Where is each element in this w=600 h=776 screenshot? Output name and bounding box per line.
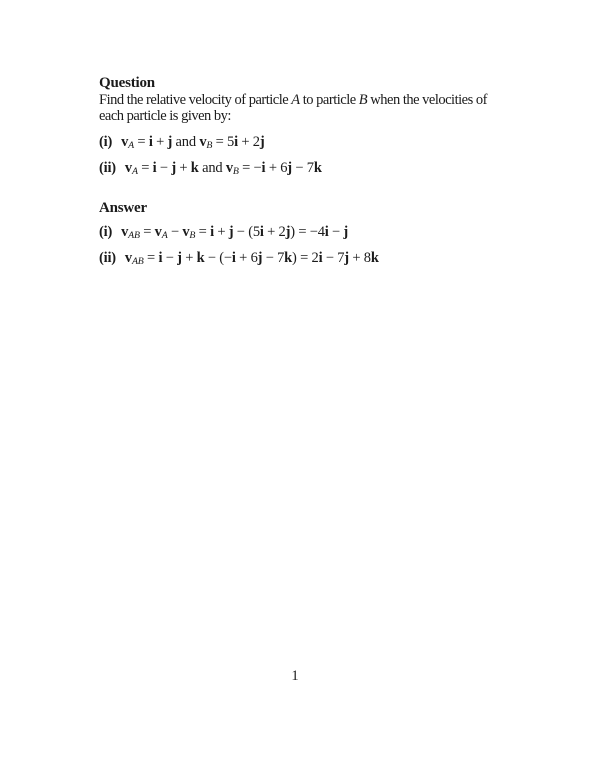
question-intro [99, 92, 503, 124]
answer-item-i [99, 223, 503, 242]
item-label: (i) [99, 224, 113, 240]
item-math: $v_{AB} = i - j + k - (-i + 6j - 7k) = 2i - 7j + 8k$ [124, 250, 379, 268]
item-math: $v_{AB} = v_A - v_B = i + j - (5i + 2j) = -4i - j$ [121, 224, 349, 242]
question-list [99, 133, 503, 178]
question-intro-line-2: each particle is given by: [99, 108, 231, 124]
question-item-ii [99, 159, 503, 178]
answer-list [99, 223, 503, 268]
item-math: $v_A = i - j + k$ and $v_B = -i + 6j - 7k$ [124, 160, 322, 178]
question-heading: Question [99, 75, 155, 91]
item-label: (ii) [99, 250, 116, 266]
item-label: (ii) [99, 160, 116, 176]
answer-heading: Answer [99, 200, 147, 216]
item-label: (i) [99, 134, 113, 150]
answer-item-ii [99, 249, 503, 268]
document-content [99, 75, 503, 275]
item-math: $v_A = i + j$ and $v_B = 5i + 2j$ [121, 134, 265, 152]
question-item-i [99, 133, 503, 152]
question-intro-line-1: Find the relative velocity of particle A to particle B when the velocities of [99, 92, 487, 108]
page-number: 1 [291, 668, 299, 684]
